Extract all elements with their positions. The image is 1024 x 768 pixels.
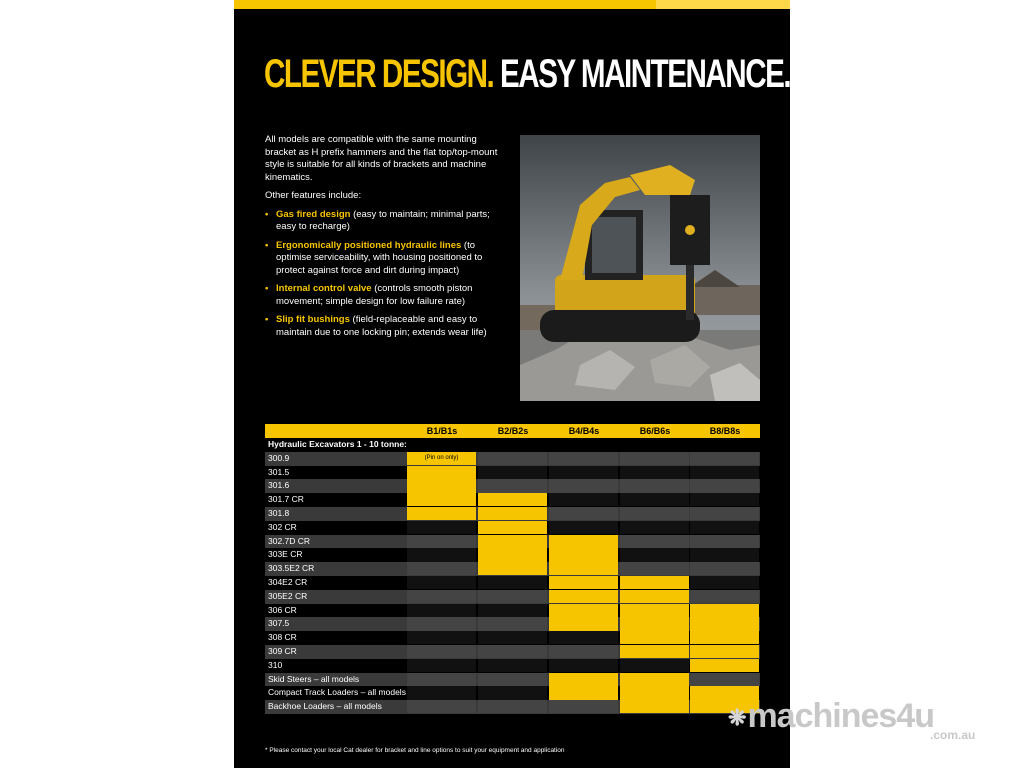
fit-cell	[690, 521, 759, 534]
row-label: 304E2 CR	[268, 576, 308, 587]
table-row	[265, 659, 760, 673]
fit-cell	[690, 493, 759, 506]
fit-cell	[478, 548, 547, 561]
fit-cell	[407, 686, 476, 699]
table-row	[265, 631, 760, 645]
fit-cell	[620, 617, 689, 630]
table-row	[265, 535, 760, 549]
fit-cell	[549, 576, 618, 589]
row-label: 301.6	[268, 480, 290, 491]
fit-cell	[549, 617, 618, 630]
watermark-logo-icon: ❋	[728, 705, 746, 731]
row-label: 302.7D CR	[268, 535, 311, 546]
fit-cell	[549, 521, 618, 534]
table-section-row	[265, 438, 760, 452]
watermark-text: machines4u	[747, 697, 934, 735]
table-row	[265, 507, 760, 521]
fit-cell	[620, 521, 689, 534]
fit-cell	[620, 548, 689, 561]
table-header-row	[265, 424, 760, 438]
fit-cell	[620, 562, 689, 575]
fit-cell	[478, 562, 547, 575]
feature-item: • Internal control valve (controls smooth piston movement; simple design for low failure rate)	[265, 283, 473, 307]
fit-cell	[478, 507, 547, 520]
column-header: B1/B1s	[426, 426, 458, 436]
fit-cell	[407, 617, 476, 630]
fit-cell	[478, 535, 547, 548]
fit-cell	[407, 659, 476, 672]
table-row	[265, 452, 760, 466]
row-label: Backhoe Loaders – all models	[268, 701, 382, 712]
table-row	[265, 521, 760, 535]
fit-cell	[549, 673, 618, 686]
fit-cell	[690, 535, 759, 548]
fit-cell	[690, 673, 759, 686]
fit-cell	[478, 700, 547, 713]
fit-cell	[690, 507, 759, 520]
fit-cell	[549, 700, 618, 713]
fit-cell	[407, 604, 476, 617]
fit-cell	[478, 479, 547, 492]
row-label: 301.8	[268, 507, 290, 518]
fit-cell	[407, 466, 476, 479]
fit-cell	[549, 535, 618, 548]
fit-cell	[549, 466, 618, 479]
fit-cell	[407, 452, 476, 465]
fit-cell	[690, 452, 759, 465]
fit-cell	[620, 466, 689, 479]
feature-item: • Ergonomically positioned hydraulic lines (to optimise serviceability, with housing positioned to protect against force and dirt during impact)	[265, 239, 483, 276]
fit-cell	[620, 645, 689, 658]
top-accent-bar	[234, 0, 790, 9]
table-row	[265, 673, 760, 687]
fit-cell	[407, 507, 476, 520]
fit-cell	[478, 604, 547, 617]
fit-cell	[549, 507, 618, 520]
table-row	[265, 562, 760, 576]
fit-cell	[690, 659, 759, 672]
table-row	[265, 576, 760, 590]
column-header: B6/B6s	[639, 426, 671, 436]
fit-cell	[620, 590, 689, 603]
row-label: 300.9	[268, 452, 290, 463]
fit-cell	[478, 452, 547, 465]
row-label: 301.7 CR	[268, 494, 304, 505]
fit-cell	[620, 452, 689, 465]
fit-cell	[690, 617, 759, 630]
table-row	[265, 700, 760, 714]
fit-cell	[690, 548, 759, 561]
fit-cell	[478, 659, 547, 672]
table-row	[265, 548, 760, 562]
row-label: 301.5	[268, 466, 290, 477]
watermark	[728, 699, 934, 735]
intro-text: All models are compatible with the same mounting bracket as H prefix hammers and the flat top/top-mount style is suitable for all kinds of brackets and machine kinematics.	[265, 134, 498, 183]
compact-track-loader-photo	[520, 135, 760, 401]
feature-title: Internal control valve	[276, 283, 372, 294]
features-intro: Other features include:	[265, 190, 362, 201]
row-label: 307.5	[268, 618, 290, 629]
fit-cell	[407, 700, 476, 713]
fit-cell	[478, 673, 547, 686]
row-label: Compact Track Loaders – all models	[268, 687, 406, 698]
fit-cell	[478, 576, 547, 589]
fit-cell	[690, 631, 759, 644]
fit-cell	[478, 686, 547, 699]
fit-cell	[549, 631, 618, 644]
fit-cell	[478, 617, 547, 630]
fit-cell	[620, 604, 689, 617]
headline-yellow: CLEVER DESIGN.	[264, 52, 494, 96]
feature-text: (easy to maintain; minimal parts; easy to recharge)	[276, 208, 490, 232]
row-label: 303E CR	[268, 549, 303, 560]
fit-cell	[478, 645, 547, 658]
fit-cell	[407, 535, 476, 548]
fit-cell	[478, 590, 547, 603]
row-label: 302 CR	[268, 521, 297, 532]
fit-cell	[549, 479, 618, 492]
fit-cell	[620, 686, 689, 699]
fit-cell	[620, 631, 689, 644]
brochure-page	[234, 0, 790, 768]
table-row	[265, 479, 760, 493]
fit-cell	[690, 466, 759, 479]
fit-cell	[690, 562, 759, 575]
fit-cell	[690, 479, 759, 492]
row-label: 305E2 CR	[268, 590, 308, 601]
table-row	[265, 645, 760, 659]
table-row	[265, 617, 760, 631]
watermark-domain: .com.au	[930, 728, 976, 742]
fit-cell	[549, 452, 618, 465]
fit-cell	[690, 604, 759, 617]
column-header: B2/B2s	[497, 426, 529, 436]
fit-cell	[407, 479, 476, 492]
fit-cell	[690, 576, 759, 589]
feature-text: (to optimise serviceability, with housing positioned to protect against force and dirt during impact)	[276, 239, 483, 276]
feature-text: (field-replaceable and easy to maintain due to one locking pin; extends wear life)	[276, 314, 487, 338]
fit-cell	[549, 493, 618, 506]
table-row	[265, 590, 760, 604]
compatibility-table	[265, 424, 760, 714]
row-label: 303.5E2 CR	[268, 563, 315, 574]
fit-cell	[478, 631, 547, 644]
feature-copy	[265, 134, 507, 345]
fit-cell	[690, 590, 759, 603]
fit-cell	[478, 521, 547, 534]
fit-cell	[478, 493, 547, 506]
fit-cell	[620, 535, 689, 548]
table-body	[265, 452, 760, 714]
fit-cell	[549, 645, 618, 658]
table-row	[265, 686, 760, 700]
feature-text: (controls smooth piston movement; simple design for low failure rate)	[276, 283, 473, 307]
row-label: 308 CR	[268, 632, 297, 643]
row-label: 309 CR	[268, 645, 297, 656]
fit-cell	[549, 548, 618, 561]
page-headline	[264, 52, 790, 96]
fit-cell	[690, 645, 759, 658]
table-row	[265, 493, 760, 507]
column-header: B8/B8s	[709, 426, 741, 436]
fit-cell	[620, 493, 689, 506]
column-header: B4/B4s	[568, 426, 600, 436]
feature-title: Ergonomically positioned hydraulic lines	[276, 239, 462, 251]
fit-cell	[407, 590, 476, 603]
fit-cell	[407, 562, 476, 575]
fit-cell	[620, 673, 689, 686]
row-label: 306 CR	[268, 604, 297, 615]
fit-cell	[407, 576, 476, 589]
fit-cell	[620, 700, 689, 713]
feature-title: Slip fit bushings	[276, 314, 350, 325]
fit-cell	[549, 590, 618, 603]
fit-cell	[549, 562, 618, 575]
fit-cell	[478, 466, 547, 479]
fit-cell	[620, 576, 689, 589]
fit-cell	[407, 493, 476, 506]
fit-cell	[407, 673, 476, 686]
feature-list	[265, 209, 507, 340]
footnote: * Please contact your local Cat dealer for bracket and line options to suit your equipment and application	[265, 747, 565, 754]
feature-title: Gas fired design	[276, 208, 351, 220]
fit-cell	[620, 479, 689, 492]
section-label: Hydraulic Excavators 1 - 10 tonne:	[268, 439, 407, 449]
fit-cell	[407, 631, 476, 644]
fit-cell	[407, 548, 476, 561]
feature-item: • Slip fit bushings (field-replaceable and easy to maintain due to one locking pin; extends wear life)	[265, 314, 487, 338]
row-label: Skid Steers – all models	[268, 673, 360, 684]
cell-note: (Pin on only)	[424, 454, 459, 461]
fit-cell	[549, 686, 618, 699]
fit-cell	[620, 507, 689, 520]
fit-cell	[549, 604, 618, 617]
feature-item: • Gas fired design (easy to maintain; minimal parts; easy to recharge)	[265, 208, 490, 232]
fit-cell	[549, 659, 618, 672]
table-row	[265, 466, 760, 480]
row-label: 310	[268, 659, 283, 670]
headline-white: EASY MAINTENANCE.	[500, 52, 790, 96]
fit-cell	[407, 645, 476, 658]
fit-cell	[620, 659, 689, 672]
table-row	[265, 604, 760, 618]
fit-cell	[407, 521, 476, 534]
